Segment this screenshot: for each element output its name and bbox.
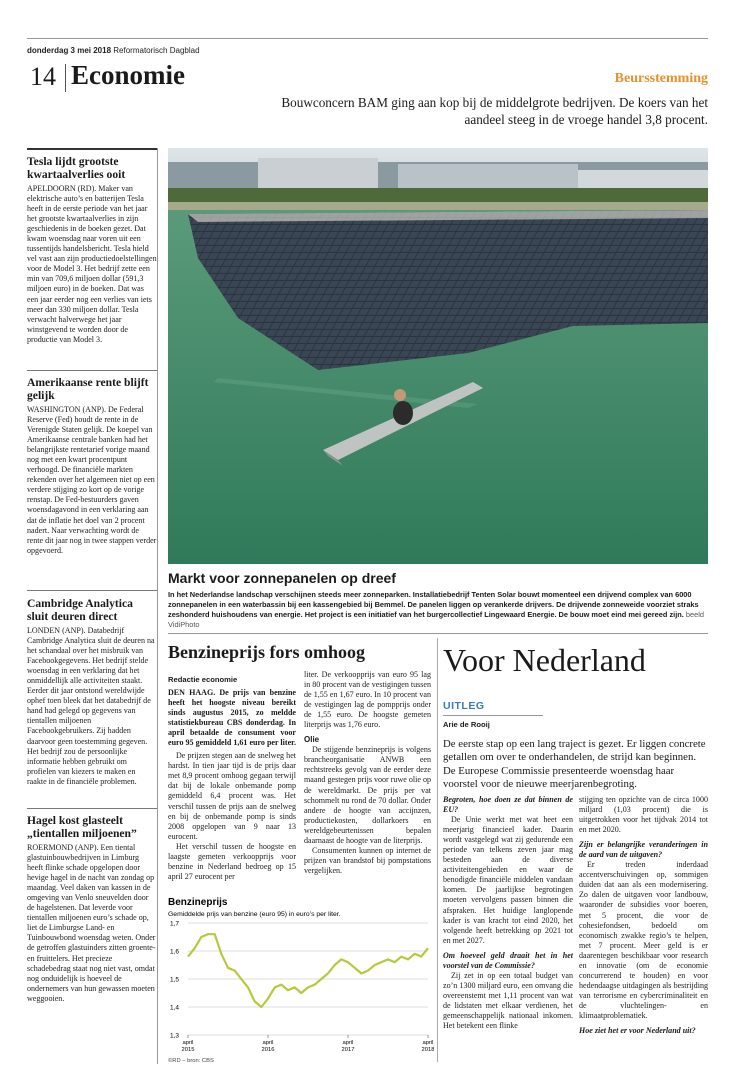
uitleg-rule <box>443 715 543 716</box>
chart-x-tick-month: april <box>182 1040 194 1046</box>
section-title: Economie <box>71 60 185 90</box>
chart-x-tick-year: 2017 <box>341 1047 355 1053</box>
brief-divider <box>27 590 157 591</box>
brief-body: ROERMOND (ANP). Een tiental glastuinbouwbedrijven in Limburg heeft flinke schade opgelopen door hevige hagel in de nacht van zondag op maandag. Veel daken van kassen in de omgeving van Venlo sneuvelden door de hagelstenen. Dat leverde voor tientallen miljoenen euro’s schade op, liet de Limburgse Land- en Tuinbouwbond woensdag weten. Onder de getroffen glastuinders zitten groente- en fruittelers. Het precieze schadebedrag staat nog niet vast, omdat nog onduidelijk is hoeveel de ondernemers van hun gewassen moeten weggooien. <box>27 843 156 1003</box>
brief-divider <box>27 370 157 371</box>
benzine-title: Benzineprijs fors omhoog <box>168 642 365 662</box>
solar-photo-illustration <box>168 148 708 564</box>
chart-y-tick-label: 1,3 <box>170 1032 180 1040</box>
voor-answer-3: Er treden inderdaad accentverschuivingen op, sommigen duiden dat aan als een modernisering. Zo dalen de uitgaven voor landbouw, waaronder de subsidies voor boeren, met 5 procent, die voor de cohesiefondsen, bedoeld om economisch zwakke regio’s te helpen, met 7 procent. Meer geld is er daarentegen beschikbaar voor research en innovatie (om de economie concurrerend te houden) en voor hedendaagse uitdagingen als bestrijding van terrorisme en cybercriminaliteit en de vluchtelingen- en klimaatproblematiek. <box>579 860 708 1020</box>
brief-body: WASHINGTON (ANP). De Federal Reserve (Fed) houdt de rente in de Verenigde Staten gelijk. De koepel van Amerikaanse centrale banken had het belangrijkste rentetarief vorige maand nog met een kwart procentpunt verhoogd. De financiële markten rekenden over het algemeen niet op een verdere stijging zo kort op de vorige renstap. De Fed-bestuurders gaven woensdagavond in een verklaring aan dat de inflatie het doel van 2 procent nadert. Naar verwachting wordt de rente dit jaar nog in twee stappen verder opgevoerd. <box>27 405 157 555</box>
benzine-col1 <box>168 688 296 882</box>
brief-divider <box>27 808 157 809</box>
voor-question-1: Begroten, hoe doen ze dat binnen de EU? <box>443 795 573 815</box>
benzine-byline: Redactie economie <box>168 675 238 684</box>
photo-title: Markt voor zonnepanelen op dreef <box>168 570 396 586</box>
top-rule <box>27 38 708 39</box>
brief-title: Tesla lijdt grootste kwartaalverlies ooit <box>27 155 126 181</box>
article-vertical-rule <box>437 638 438 1062</box>
voor-question-2: Om hoeveel geld draait het in het voorstel van de Commissie? <box>443 950 573 970</box>
benzine-lead: DEN HAAG. De prijs van benzine heeft het hoogste niveau bereikt sinds augustus 2015, zo meldde statistiekbureau CBS donderdag. In april betaalde de consument voor euro 95 gemiddeld 1,61 euro per liter. <box>168 688 296 748</box>
brief-body: APELDOORN (RD). Maker van elektrische auto’s en batterijen Tesla heeft in de eerste periode van het jaar het grootste kwartaalverlies in zijn geschiedenis in de boeken gezet. Dat kwam woensdag naar voren uit een tussentijds handelsbericht. Tesla hield vel vast aan zijn productiedoelstellingen voor de Model 3. Het bedrijf zette een min van 709,6 miljoen dollar (591,3 miljoen euro) in de boeken. Dat was een jaar eerder nog een verlies van iets meer dan 330 miljoen dollar. Tesla verwacht halverwege het jaar winstgevend te worden door de productie van Model 3. <box>27 184 157 344</box>
voor-intro: De eerste stap op een lang traject is gezet. Er liggen concrete getallen om over te onderhandelen, de strijd kan beginnen. De Europese Commissie presenteerde woensdag haar voorstel voor de nieuwe meerjarenbegroting. <box>443 738 706 791</box>
masthead-date: donderdag 3 mei 2018 <box>27 46 112 55</box>
photo-credit: beeld VidiPhoto <box>168 610 704 629</box>
masthead <box>27 46 200 55</box>
voor-col1 <box>443 795 573 1031</box>
brief-cambridge <box>27 597 157 787</box>
brief-title: Hagel kost glasteelt „tientallen miljoenen” <box>27 814 137 840</box>
voor-col2 <box>579 795 708 1036</box>
voor-question-4: Hoe ziet het er voor Nederland uit? <box>579 1026 696 1036</box>
briefs-top-rule <box>27 148 157 150</box>
chart-title: Benzineprijs <box>168 897 228 908</box>
benzine-p4: Consumenten kunnen op internet de prijzen van brandstof bij pompstations vergelijken. <box>304 845 431 875</box>
chart-x-tick-month: april <box>262 1040 274 1046</box>
voor-answer-2b: stijging ten opzichte van de circa 1000 miljard (1,03 procent) die is uitgetrokken voor het tijdvak 2014 tot en met 2020. <box>579 795 708 835</box>
masthead-paper: Reformatorisch Dagblad <box>113 46 200 55</box>
solar-photo <box>168 148 708 564</box>
voor-question-3: Zijn er belangrijke veranderingen in de aard van de uitgaven? <box>579 840 708 860</box>
brief-title: Cambridge Analytica sluit deuren direct <box>27 597 133 623</box>
benzine-chart-svg <box>166 895 434 1065</box>
voor-nederland-title: Voor Nederland <box>443 642 646 678</box>
chart-series-line <box>188 934 428 1007</box>
chart-y-tick-label: 1,6 <box>170 948 180 956</box>
beurs-title: Beursstemming <box>614 71 708 86</box>
benzine-p2b: liter. De verkoopprijs van euro 95 lag in 80 procent van de vestigingen tussen de 1,55 en 1,67 euro. In 10 procent van de vestigingen lag de pompprijs onder de 1,55 euro. De hoogste gemeten literprijs was 1,76 euro. <box>304 670 431 730</box>
article-top-rule <box>168 633 708 634</box>
page-separator <box>65 64 66 92</box>
chart-x-tick-year: 2016 <box>261 1047 275 1053</box>
photo-caption <box>168 590 708 630</box>
chart-y-tick-label: 1,5 <box>170 976 180 984</box>
benzine-chart <box>166 895 434 1065</box>
chart-x-tick-year: 2015 <box>181 1047 195 1053</box>
brief-tesla <box>27 155 157 345</box>
chart-source: ©RD – bron: CBS <box>168 1058 214 1064</box>
voor-answer-1: De Unie werkt met wat heet een meerjarig financieel kader. Daarin wordt vastgelegd wat zij gedurende een periode van telkens zeven jaar mag besteden aan de diverse activiteitengebieden en waar de benodigde financiële middelen vandaan komen. De jaarlijkse begrotingen moeten vervolgens passen binnen die afspraken. Het huidige langlopende kader is van kracht tot eind 2020, het volgende heeft betrekking op 2021 tot en met 2027. <box>443 815 573 945</box>
chart-y-tick-label: 1,7 <box>170 920 180 928</box>
photo-caption-text: In het Nederlandse landschap verschijnen steeds meer zonneparken. Installatiebedrijf Tenten Solar bouwt momenteel een drijvend complex van 6000 zonnepanelen in een waterbassin bij een kassengebied bij Bemmel. De panelen liggen op verankerde drijvers. De drijvende zonneweide voorziet straks zeshonderd huishoudens van energie. Het project is een initiatief van het burgercollectief Lingewaard Energie. De bouw moet eind mei gereed zijn. <box>168 590 699 619</box>
brief-fed <box>27 376 157 556</box>
page-number: 14 <box>30 62 56 91</box>
brief-body: LONDEN (ANP). Databedrijf Cambridge Analytica sluit de deuren na het schandaal over het misbruik van Facebookgegevens. Het bedrijf stelde woensdag in een verklaring dat het onmiddellijk alle activiteiten staakt. Eerder dit jaar ontstond wereldwijde ophef toen bleek dat het databedrijf de hand had gelegd op gegevens van tientallen miljoenen Facebookgebruikers. Zij hadden daarvoor geen toestemming gegeven. Het bedrijf zou de persoonlijke informatie hebben gebruikt om profielen van kiezers te maken en raakte in de financiële problemen. <box>27 626 155 786</box>
benzine-subhead: Olie <box>304 735 320 745</box>
benzine-p3: De stijgende benzineprijs is volgens brancheorganisatie ANWB een rechtstreeks gevolg van de eerder deze maand gestegen prijs voor ruwe olie op de wereldmarkt. De prijs per vat schommelt nu rond de 70 dollar. Onder andere de hoogte van accijnzen, productiekosten, dollarkoers en wereldgebeurtenissen bepalen daarnaast de hoogte van de literprijs. <box>304 745 431 845</box>
brief-hagel <box>27 814 157 1004</box>
benzine-p1: De prijzen stegen aan de snelweg het hardst. In tien jaar tijd is de prijs daar met 8,9 procent omhoog gegaan terwijl dat bij de lokale onbemande pomp gemiddeld 6,4 procent was. Het verschil tussen de prijs aan de snelweg en bij de onbemande pomp is sinds 2008 opgelopen van 9 naar 13 eurocent. <box>168 751 296 841</box>
voor-byline: Arie de Rooij <box>443 720 490 729</box>
chart-y-tick-label: 1,4 <box>170 1004 180 1012</box>
chart-x-tick-year: 2018 <box>421 1047 434 1053</box>
beurs-text: Bouwconcern BAM ging aan kop bij de middelgrote bedrijven. De koers van het aandeel steeg in de vroege handel 3,8 procent. <box>281 95 708 127</box>
uitleg-label: UITLEG <box>443 700 485 712</box>
brief-title: Amerikaanse rente blijft gelijk <box>27 376 149 402</box>
benzine-p2a: Het verschil tussen de hoogste en laagste gemeten verkoopprijs voor benzine in Nederland bedroeg op 15 april 27 eurocent per <box>168 841 296 881</box>
benzine-col2 <box>304 670 431 876</box>
chart-subtitle: Gemiddelde prijs van benzine (euro 95) in euro’s per liter. <box>168 911 341 918</box>
chart-x-tick-month: april <box>342 1040 354 1046</box>
chart-x-tick-month: april <box>422 1040 434 1046</box>
voor-answer-2: Zij zet in op een totaal budget van zo’n 1300 miljard euro, een omvang die overeenstemt met 1,11 procent van wat de lidstaten met elkaar verdienen, het gemeenschappelijk nationaal inkomen. Het betekent een flinke <box>443 970 573 1031</box>
briefs-vertical-rule <box>157 148 158 1064</box>
